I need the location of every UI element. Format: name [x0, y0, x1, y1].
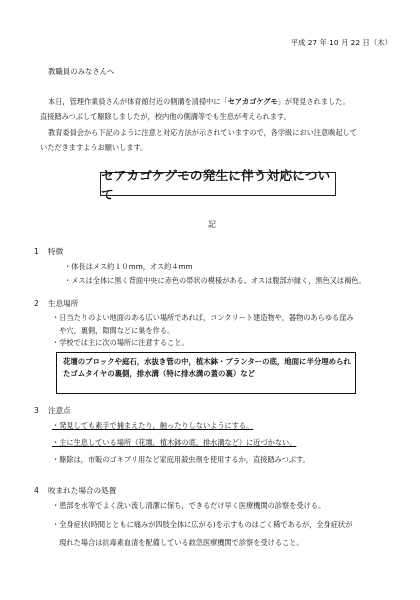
salutation: 教職員のみなさんへ [48, 67, 115, 76]
section-4-item: ・患部を水等でよく洗い流し清潔に保ち，できるだけ早く医療機関の診察を受ける。 [52, 501, 326, 510]
section-3-item: ・駆除は，市販のゴキブリ用など家庭用殺虫剤を使用するか，直接踏みつぶす。 [52, 455, 310, 464]
section-1-heading: 1 特徴 [34, 247, 64, 256]
page-title: セアカゴケグモの発生に伴う対応について [101, 168, 331, 202]
section-2-heading: 2 生息場所 [34, 299, 79, 308]
section-2-item: ・学校では主に次の場所に注意すること。 [52, 338, 189, 347]
intro-line-3: 教育委員会から下記のように注意と対応方法が示されていますので，各学級におい注意喚起して [48, 128, 357, 137]
highlight-line: 花壇のブロックや庭石，水抜き管の中，植木鉢・プランターの底，地面に半分埋められ [63, 357, 351, 366]
title-box [100, 168, 336, 202]
intro-line-4: いただきますようお願いします。 [40, 143, 148, 152]
section-4-heading: 4 咬まれた場合の処置 [34, 486, 117, 495]
section-3-item: ・主に生息している場所（花壇，植木鉢の底，排水溝など）に近づかない。 [52, 438, 297, 447]
section-4-item: 現れた場合は抗毒素血清を配備している救急医療機関で診察を受けること。 [52, 538, 304, 547]
intro-line-1: 本日，管理作業員さんが体育館付近の側溝を清掃中に「セアカゴケグモ」が発見されました。 [48, 97, 350, 106]
section-2-item: ・日当たりのよい地面のある広い場所であれば，コンクリート建造物や，器物のあらゆる窪み [52, 313, 354, 322]
intro-spider-name: セアカゴケグモ [227, 97, 278, 106]
highlight-line: たゴムタイヤの裏側，排水溝（特に排水溝の蓋の裏）など [63, 369, 256, 378]
intro-line-2: 直接踏みつぶして駆除しましたが，校内他の側溝等でも生息が考えられます。 [40, 112, 291, 121]
section-2-item: や穴，裏側，隙間などに巣を作る。 [52, 326, 175, 335]
section-1-item: ・メスは全体に黒く背面中央に赤色の帯状の模様がある。オスは腹部が縁く，黒色又は褐色。 [64, 276, 366, 285]
highlight-locations-box [56, 352, 356, 394]
ki-heading: 記 [208, 220, 216, 229]
section-4-item: ・全身症状(時間とともに痛みが四肢全体に広がる)を示すものはごく稀であるが，全身症状が [52, 520, 353, 529]
section-3-heading: 3 注意点 [34, 406, 71, 415]
date: 平成 27 年 10 月 22 日（木） [290, 38, 392, 47]
section-1-item: ・体長はメス約１０mm，オス約４mm [64, 262, 193, 271]
section-3-item: ・発見しても素手で捕まえたり，触ったりしないようにする。 [52, 421, 254, 430]
